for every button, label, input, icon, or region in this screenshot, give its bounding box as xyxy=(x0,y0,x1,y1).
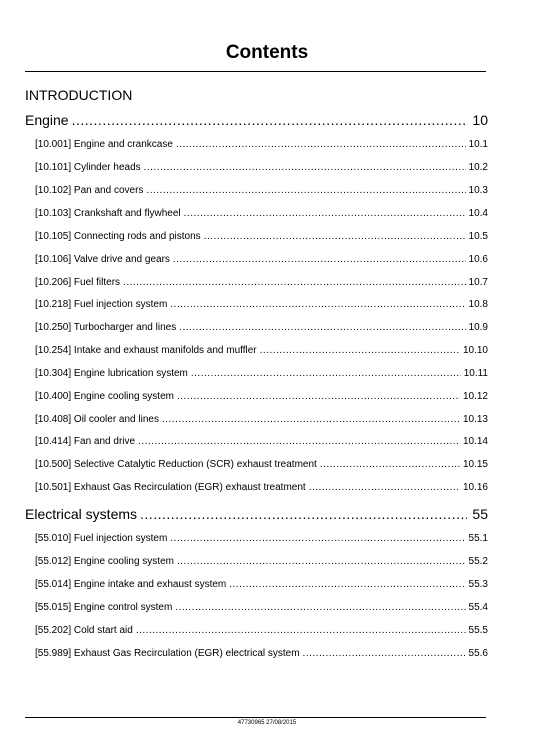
title-divider xyxy=(25,71,486,72)
toc-entry-label: [55.012] Engine cooling system xyxy=(35,556,174,567)
toc-entry[interactable] xyxy=(35,602,488,613)
toc-entry[interactable] xyxy=(35,345,488,356)
toc-entry-label: [10.250] Turbocharger and lines xyxy=(35,322,177,333)
toc-entry[interactable] xyxy=(35,277,488,288)
toc-entry-page: 10.12 xyxy=(462,391,488,402)
toc-entry[interactable] xyxy=(35,368,488,379)
toc-entry-label: [55.015] Engine control system xyxy=(35,602,173,613)
toc-entry-label: [10.106] Valve drive and gears xyxy=(35,254,170,265)
toc-entry-label: [10.206] Fuel filters xyxy=(35,277,121,288)
toc-entry-page: 10.3 xyxy=(468,185,488,196)
toc-entry-page: 10.10 xyxy=(462,345,488,356)
leader-dots xyxy=(173,254,466,265)
leader-dots xyxy=(204,231,466,242)
toc-entry-page: 10.6 xyxy=(468,254,488,265)
toc-entry-page: 55.3 xyxy=(468,579,488,590)
toc-section-engine[interactable] xyxy=(25,112,488,128)
toc-entry-page: 55.1 xyxy=(468,533,488,544)
leader-dots xyxy=(260,345,460,356)
leader-dots xyxy=(177,391,460,402)
leader-dots xyxy=(175,602,465,613)
toc-entry-label: [55.202] Cold start aid xyxy=(35,625,133,636)
toc-entry-page: 10.16 xyxy=(462,482,488,493)
toc-entry-label: [55.014] Engine intake and exhaust system xyxy=(35,579,227,590)
toc-intro-heading[interactable]: INTRODUCTION xyxy=(25,87,133,103)
toc-entry[interactable] xyxy=(35,459,488,470)
toc-entry-page: 10.14 xyxy=(462,436,488,447)
toc-entry[interactable] xyxy=(35,391,488,402)
leader-dots xyxy=(179,322,465,333)
leader-dots xyxy=(320,459,460,470)
page-title: Contents xyxy=(225,42,309,63)
toc-entry[interactable] xyxy=(35,648,488,659)
toc-section-label: Electrical systems xyxy=(25,506,138,522)
toc-entry-page: 10.8 xyxy=(468,299,488,310)
toc-entry-page: 55.5 xyxy=(468,625,488,636)
leader-dots xyxy=(177,556,466,567)
toc-entry-page: 10.9 xyxy=(468,322,488,333)
toc-entry-label: [10.500] Selective Catalytic Reduction (SCR) exhaust treatment xyxy=(35,459,317,470)
leader-dots xyxy=(176,139,466,150)
leader-dots xyxy=(229,579,465,590)
toc-entry[interactable] xyxy=(35,579,488,590)
toc-entry-label: [10.105] Connecting rods and pistons xyxy=(35,231,201,242)
toc-entry[interactable] xyxy=(35,139,488,150)
toc-entry-label: [10.101] Cylinder heads xyxy=(35,162,141,173)
toc-entry-page: 55.2 xyxy=(468,556,488,567)
toc-entry-page: 10.2 xyxy=(468,162,488,173)
leader-dots xyxy=(144,162,466,173)
toc-entry-label: [10.400] Engine cooling system xyxy=(35,391,174,402)
toc-entry[interactable] xyxy=(35,556,488,567)
leader-dots xyxy=(162,414,460,425)
leader-dots xyxy=(138,436,460,447)
toc-entry[interactable] xyxy=(35,533,488,544)
toc-entry[interactable] xyxy=(35,436,488,447)
toc-entry-page: 55.4 xyxy=(468,602,488,613)
leader-dots xyxy=(184,208,466,219)
toc-entry-label: [10.102] Pan and covers xyxy=(35,185,144,196)
leader-dots xyxy=(303,648,466,659)
toc-entry[interactable] xyxy=(35,414,488,425)
toc-entry[interactable] xyxy=(35,322,488,333)
toc-section-label: Engine xyxy=(25,112,69,128)
toc-entry-label: [10.218] Fuel injection system xyxy=(35,299,168,310)
toc-entry[interactable] xyxy=(35,185,488,196)
toc-entry[interactable] xyxy=(35,231,488,242)
toc-entry[interactable] xyxy=(35,208,488,219)
toc-entry-label: [10.304] Engine lubrication system xyxy=(35,368,188,379)
toc-entry-label: [10.001] Engine and crankcase xyxy=(35,139,173,150)
toc-entry[interactable] xyxy=(35,299,488,310)
toc-entry-label: [55.989] Exhaust Gas Recirculation (EGR) electrical system xyxy=(35,648,300,659)
toc-entry-label: [55.010] Fuel injection system xyxy=(35,533,168,544)
leader-dots xyxy=(72,112,467,128)
footer-divider xyxy=(25,717,486,718)
toc-entry-label: [10.254] Intake and exhaust manifolds and muffler xyxy=(35,345,257,356)
leader-dots xyxy=(140,506,467,522)
leader-dots xyxy=(309,482,460,493)
toc-entry-page: 10.13 xyxy=(462,414,488,425)
leader-dots xyxy=(123,277,465,288)
toc-entry-label: [10.103] Crankshaft and flywheel xyxy=(35,208,181,219)
leader-dots xyxy=(146,185,465,196)
toc-entry-label: [10.501] Exhaust Gas Recirculation (EGR) exhaust treatment xyxy=(35,482,306,493)
toc-entry-page: 10.5 xyxy=(468,231,488,242)
toc-entry[interactable] xyxy=(35,625,488,636)
toc-section-page: 10 xyxy=(472,112,488,128)
toc-entry-page: 10.7 xyxy=(468,277,488,288)
leader-dots xyxy=(170,299,465,310)
toc-entry-page: 10.11 xyxy=(463,368,488,379)
toc-entry[interactable] xyxy=(35,162,488,173)
toc-entry-label: [10.408] Oil cooler and lines xyxy=(35,414,159,425)
toc-entry[interactable] xyxy=(35,254,488,265)
toc-section-electrical-systems[interactable] xyxy=(25,506,488,522)
leader-dots xyxy=(170,533,465,544)
leader-dots xyxy=(191,368,461,379)
leader-dots xyxy=(136,625,466,636)
toc-entry-page: 55.6 xyxy=(468,648,488,659)
toc-entry-page: 10.4 xyxy=(468,208,488,219)
footer-doc-id: 47730965 27/08/2015 xyxy=(237,720,297,726)
toc-entry-page: 10.1 xyxy=(468,139,488,150)
toc-entry-page: 10.15 xyxy=(462,459,488,470)
toc-section-page: 55 xyxy=(472,506,488,522)
toc-entry-label: [10.414] Fan and drive xyxy=(35,436,136,447)
toc-entry[interactable] xyxy=(35,482,488,493)
